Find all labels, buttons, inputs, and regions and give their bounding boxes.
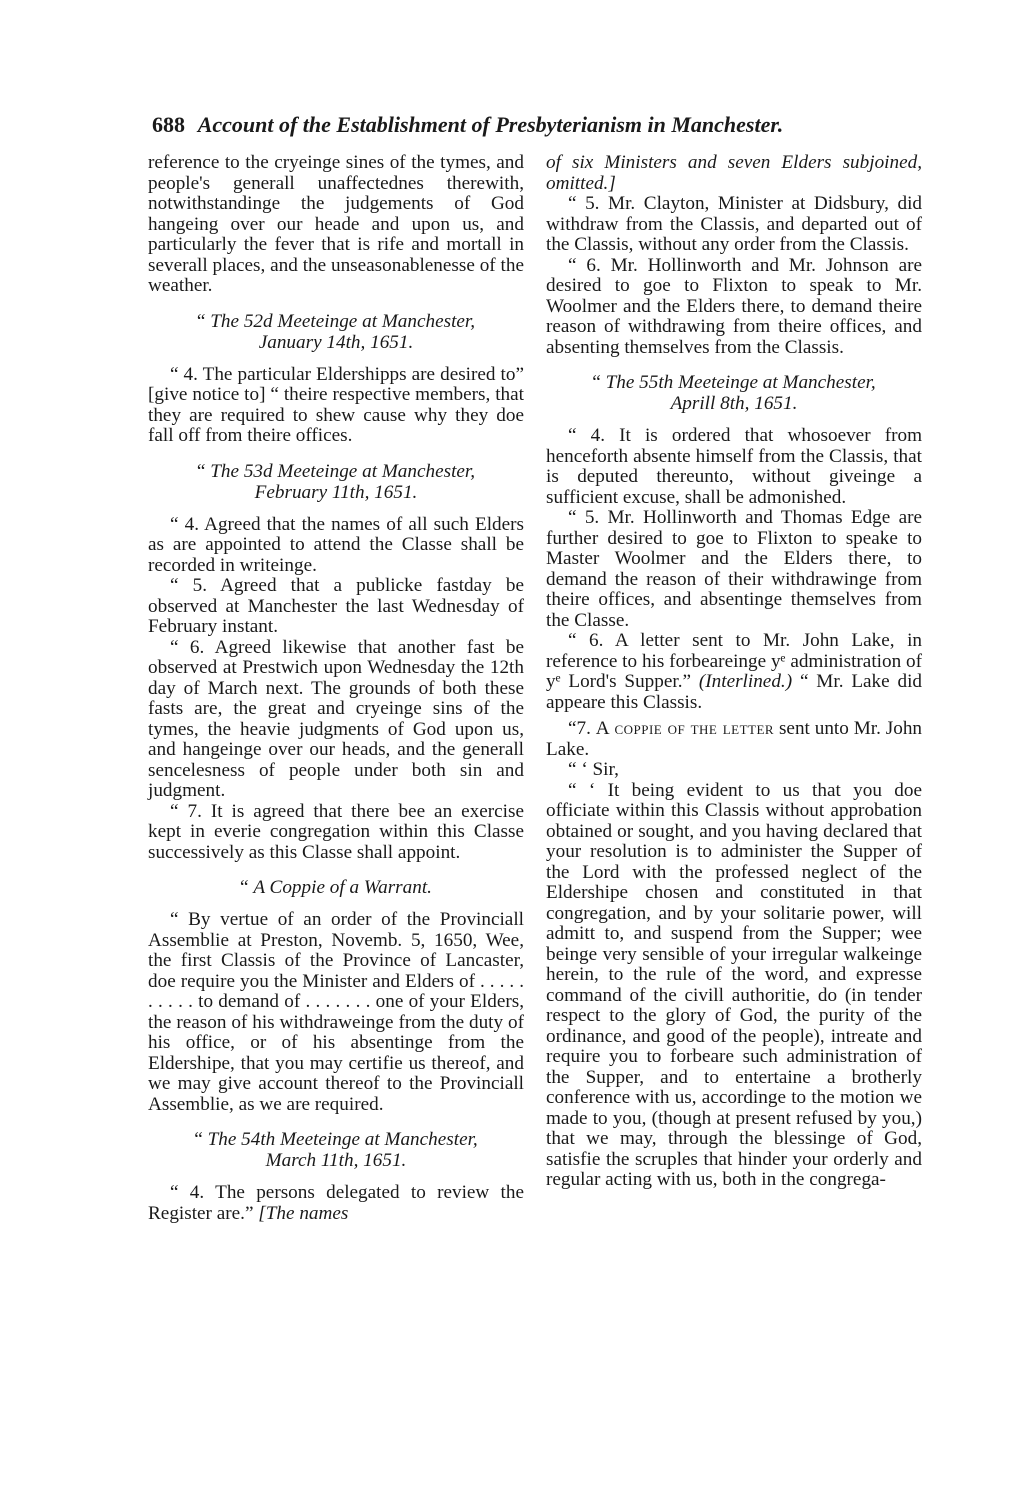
editorial-note: of six Ministers and seven Elders subjoined, omitted.]	[546, 152, 922, 194]
warrant-heading: “ A Coppie of a Warrant.	[240, 877, 432, 898]
paragraph: “7. A coppie of the letter sent unto Mr. John Lake.	[546, 718, 923, 760]
paragraph: “ 4. The particular Eldershipps are desired to” [give notice to] “ theire respective members, that they are required to shew cause why they doe fall off from theire offices.	[148, 363, 524, 446]
paragraph: “ 6. Mr. Hollinworth and Mr. Johnson are desired to goe to Flixton to speak to Mr. Woolmer and the Elders there, to demand theire reason of withdrawing from theire offices, and absenting themselves from the Classis.	[546, 254, 922, 358]
paragraph: “ 5. Mr. Clayton, Minister at Didsbury, did withdraw from the Classis, and departed out of the Classis, without any order from the Classis.	[546, 193, 922, 255]
paragraph: “ 6. Agreed likewise that another fast be observed at Prestwich upon Wednesday the 12th day of March next. The grounds of both these fasts are, the great and cryeinge sins of the tymes, the heavie judgments of God upon us, and hangeinge over our heads, and the generall sencelesness of people under both sin and judgment.	[148, 636, 524, 801]
running-header	[152, 112, 872, 138]
left-column	[148, 153, 524, 1224]
letter-salutation: “ ‘ Sir,	[568, 759, 619, 780]
right-column	[546, 153, 922, 1191]
small-caps-title: A coppie of the letter	[595, 718, 775, 739]
paragraph: “ 5. Agreed that a publicke fastday be observed at Manchester the last Wednesday of February instant.	[148, 575, 524, 637]
paragraph: “ 5. Mr. Hollinworth and Thomas Edge are further desired to goe to Flixton to speake to Master Woolmer and the Elders there, to demand the reason of their withdrawinge from theire offices, and absentinge themselves from the Classe.	[546, 507, 922, 631]
interlined-note: (Interlined.)	[698, 671, 793, 692]
paragraph: “ By vertue of an order of the Provinciall Assemblie at Preston, Novemb. 5, 1650, Wee, the first Classis of the Province of Lancaster, doe require you the Minister and Elders of . . . . . . . . . . to demand of . . . . . . . one of your Elders, the reason of his withdraweinge from the duty of his office, or of his absentinge from the Eldershipe, that you may certifie us thereof, and we may give account thereof to the Provinciall Assemblie, as we are required.	[148, 909, 524, 1115]
paragraph: “ 4. Agreed that the names of all such Elders as are appointed to attend the Classe shall be recorded in writeinge.	[148, 513, 524, 576]
running-title: Account of the Establishment of Presbyterianism in Manchester.	[197, 112, 784, 137]
letter-body: “ ‘ It being evident to us that you doe officiate within this Classis without approbation obtained or sought, and you having declared that your resolution is to administer the Supper of the Lord with the professed neglect of the Eldershipe chosen and constituted in that congregation, and by your solitarie power, will admitt to, and suspend from the Supper; wee beinge very sensible of your irregular walkeinge herein, to the rule of the word, and expresse command of the civill authoritie, do (in tender respect to the glory of God, the purity of the ordinance, and good of the people), intreate and require you to forbeare such administration of the Supper, and to entertaine a brotherly conference with us, accordinge to the motion we made to you, (though at present refused by you,) that we may, through the blessinge of God, satisfie the scruples that hinder your orderly and regular acting with us, both in the congrega-	[546, 779, 922, 1190]
page-number: 688	[152, 112, 185, 137]
editorial-note: [The names	[258, 1202, 349, 1224]
meeting-heading-55: “ The 55th Meeteinge at Manchester, Aprill 8th, 1651.	[592, 372, 876, 414]
meeting-heading-53: “ The 53d Meeteinge at Manchester, February 11th, 1651.	[196, 460, 476, 503]
paragraph: “ 7. It is agreed that there bee an exercise kept in everie congregation within this Classe successively as this Classe shall appoint.	[148, 800, 524, 863]
meeting-heading-54: “ The 54th Meeteinge at Manchester, March 11th, 1651.	[194, 1129, 478, 1171]
paragraph: “ 4. It is ordered that whosoever from henceforth absente himself from the Classis, that is deputed thereunto, without giveinge a sufficient excuse, shall be admonished.	[546, 425, 922, 508]
meeting-heading-52: “ The 52d Meeteinge at Manchester, January 14th, 1651.	[196, 310, 476, 353]
paragraph: “ 6. A letter sent to Mr. John Lake, in reference to his forbeareinge yᵉ administration of yᵉ Lord's Supper.” (Interlined.) “ Mr. Lake did appeare this Classis.	[546, 630, 923, 713]
paragraph: “ 4. The persons delegated to review the Register are.” [The names	[148, 1182, 524, 1224]
paragraph: reference to the cryeinge sines of the tymes, and people's generall unaffectednes therewith, notwithstandinge the judgements of God hangeing over our heade and upon us, and particularly the fever that is rife and mortall in severall places, and the unseasonablenesse of the weather.	[148, 152, 524, 296]
